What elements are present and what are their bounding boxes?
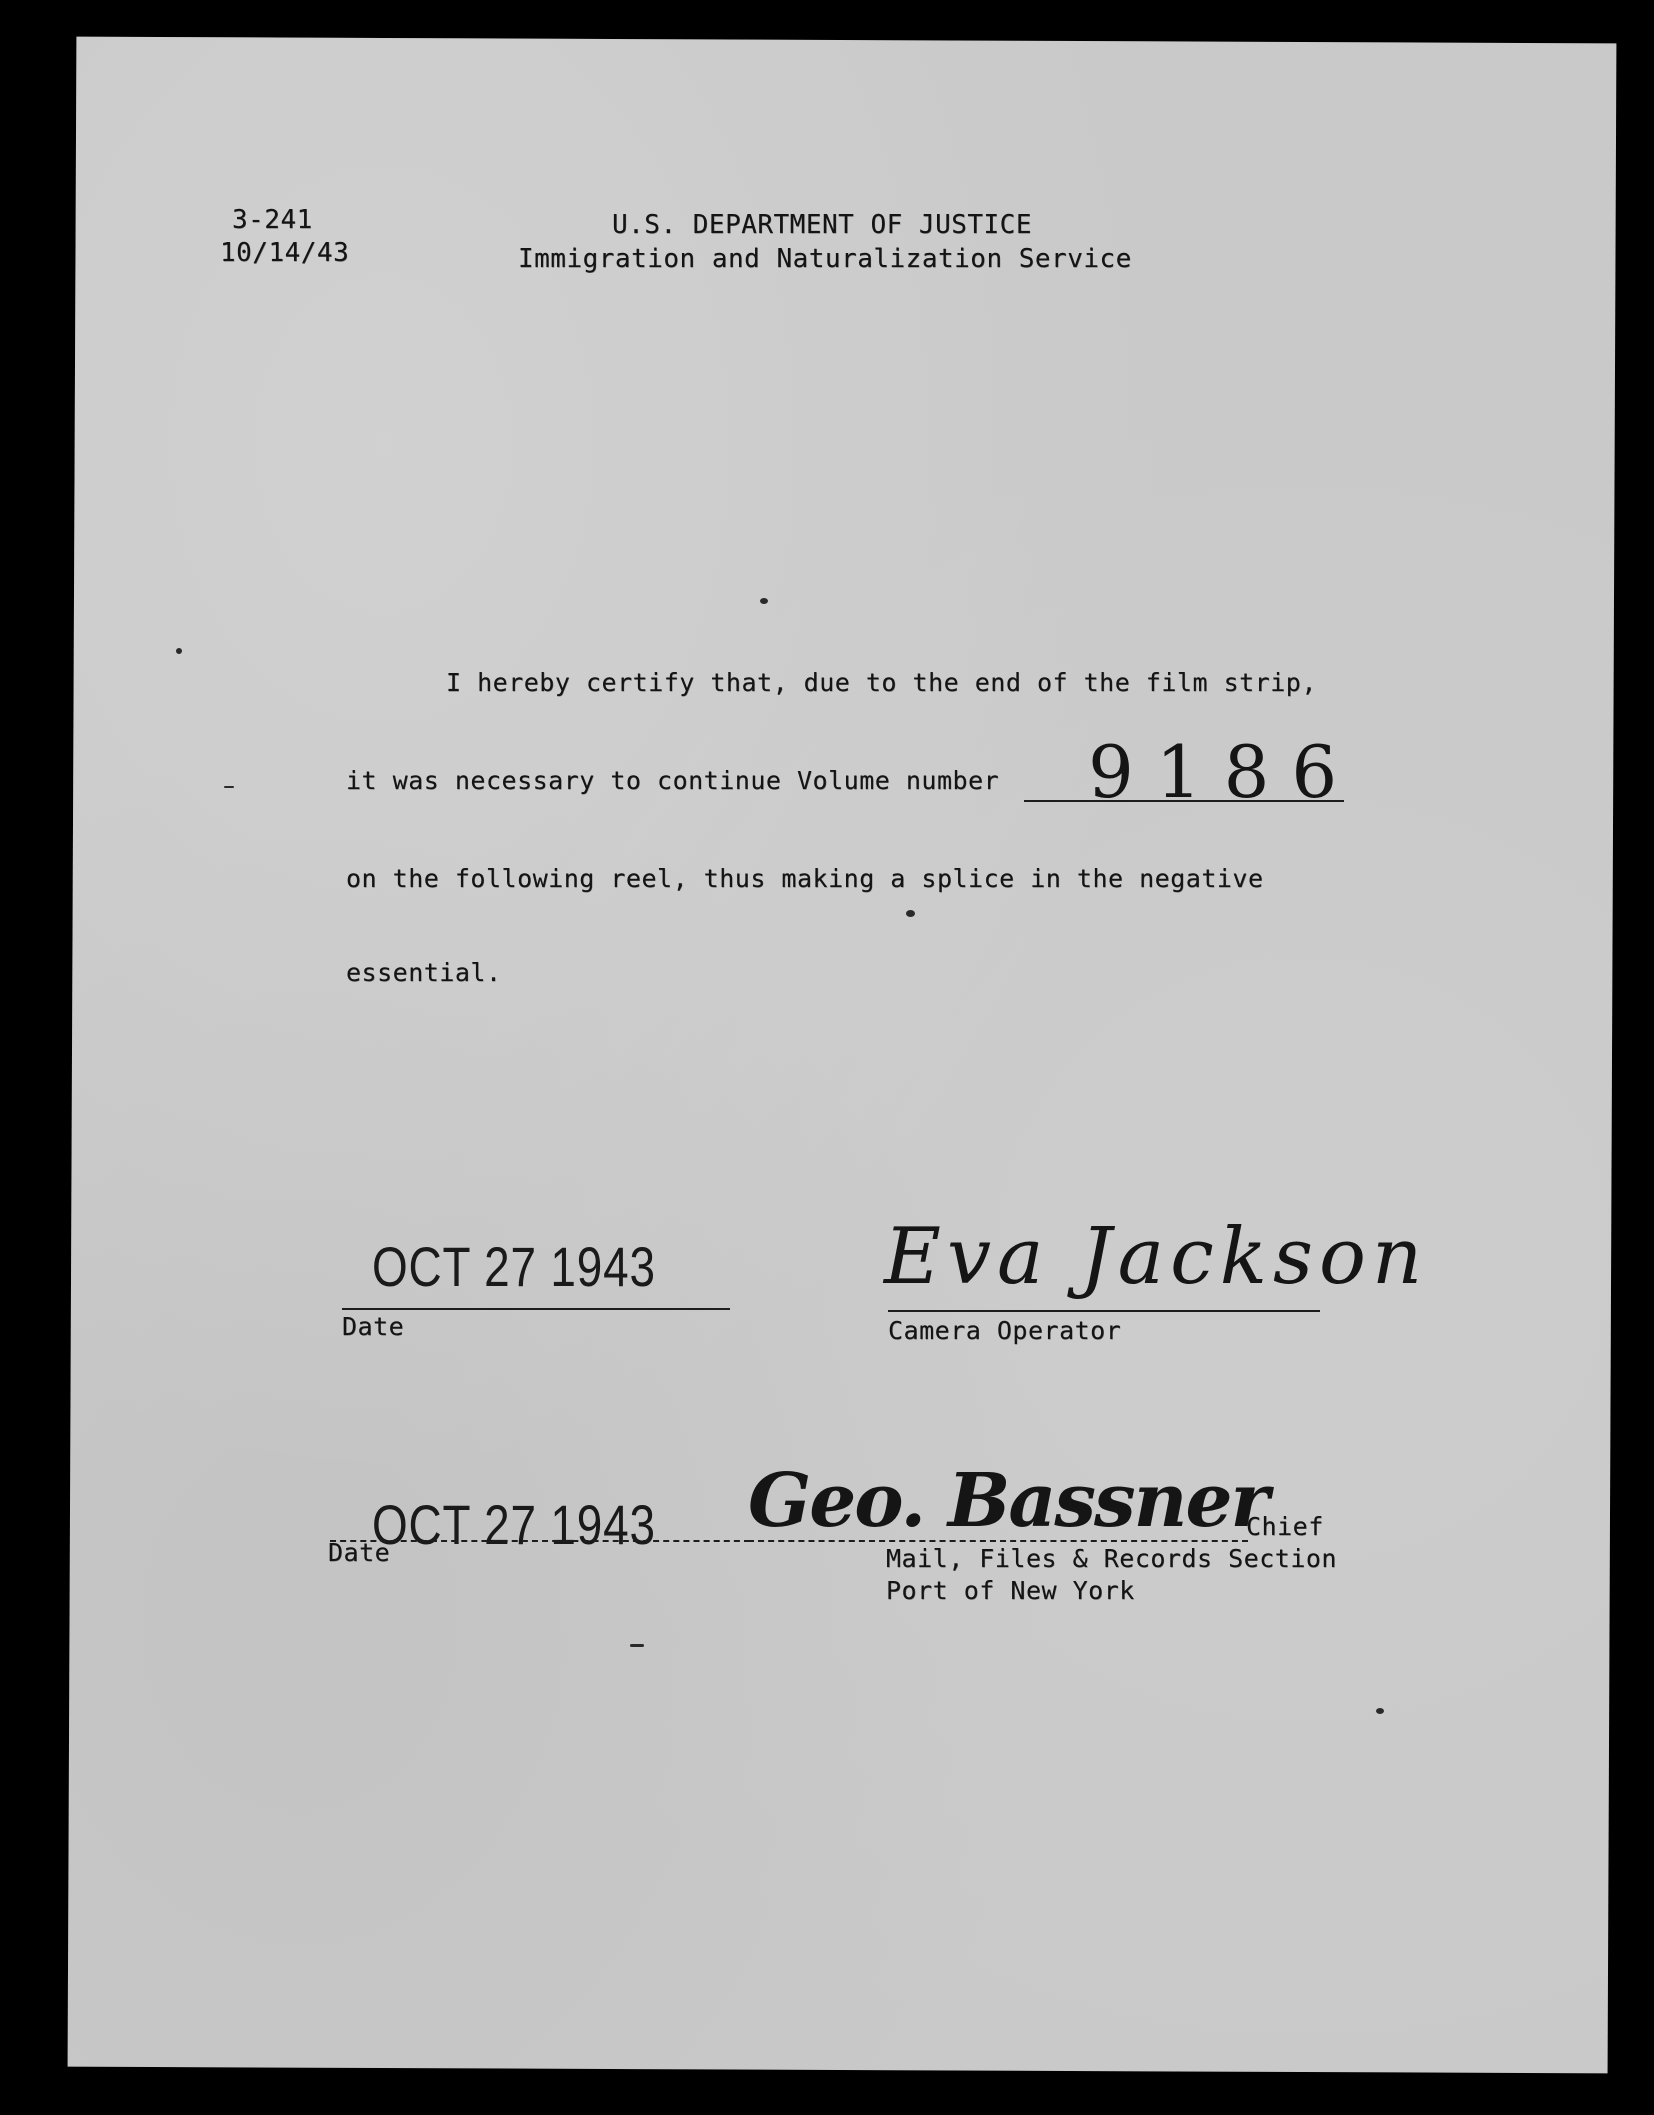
body-line-4: essential. [346, 958, 502, 987]
body-line-1: I hereby certify that, due to the end of the film strip, [446, 668, 1317, 697]
camera-operator-signature: Eva Jackson [884, 1212, 1429, 1302]
date-line-2 [330, 1540, 750, 1542]
body-line-2: it was necessary to continue Volume number [346, 766, 1000, 795]
volume-number: 9186 [1088, 730, 1360, 814]
chief-title: Chief [1246, 1512, 1324, 1541]
date-label-2: Date [328, 1538, 391, 1567]
chief-section: Mail, Files & Records Section [886, 1544, 1337, 1573]
date-label-1: Date [342, 1312, 405, 1341]
scan-speck [1376, 1708, 1384, 1714]
scan-speck [760, 598, 768, 604]
document-page [68, 37, 1617, 2074]
body-line-3: on the following reel, thus making a splice in the negative [346, 864, 1264, 893]
date-stamp-2: OCT 27 1943 [372, 1493, 656, 1556]
scan-speck [906, 910, 915, 917]
date-stamp-1: OCT 27 1943 [372, 1235, 656, 1298]
date-line-1 [342, 1308, 730, 1310]
form-number: 3-241 [232, 205, 313, 235]
service-heading: Immigration and Naturalization Service [518, 244, 1132, 274]
scan-speck [224, 786, 234, 788]
signature-line-1 [888, 1310, 1320, 1312]
camera-operator-title: Camera Operator [888, 1316, 1122, 1345]
scan-speck [630, 1644, 644, 1647]
chief-location: Port of New York [886, 1576, 1135, 1605]
chief-signature: Geo. Bassner [748, 1458, 1268, 1544]
scan-speck [176, 648, 182, 654]
department-heading: U.S. DEPARTMENT OF JUSTICE [612, 210, 1032, 240]
form-date: 10/14/43 [220, 238, 350, 268]
